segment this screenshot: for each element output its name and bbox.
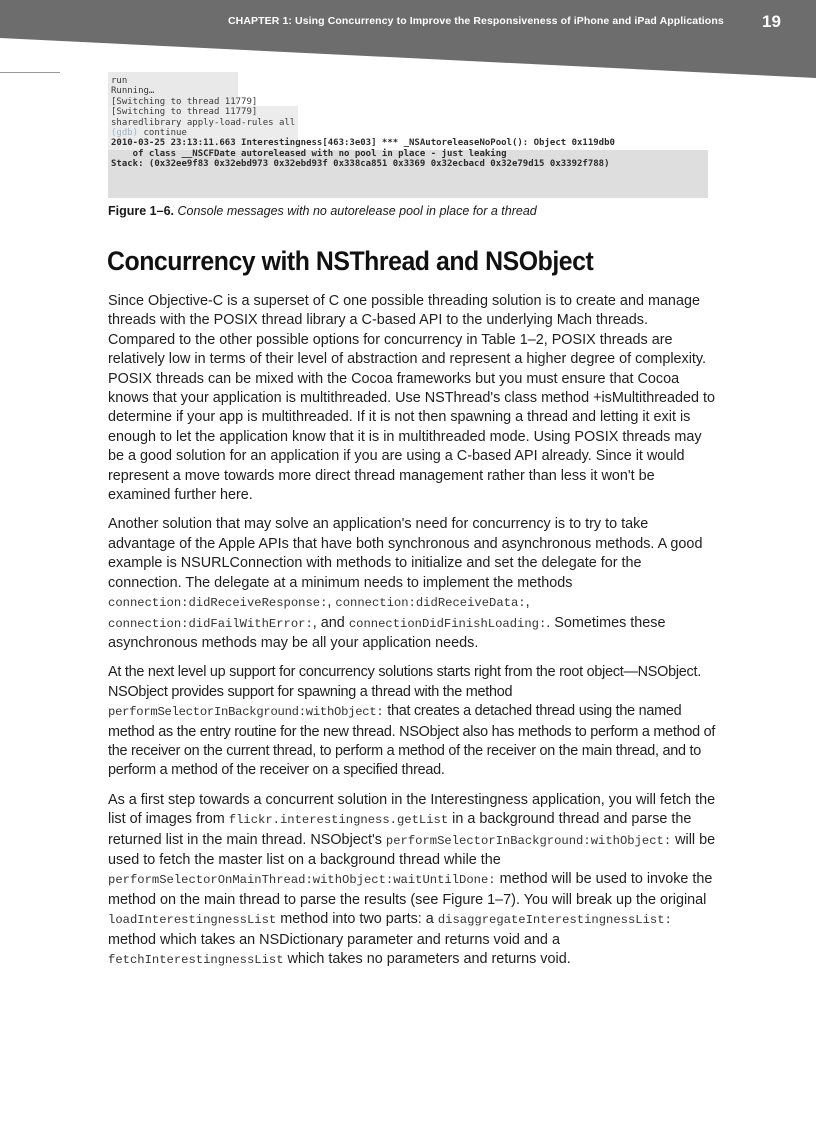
paragraph-text: Another solution that may solve an application's need for concurrency is to try to take advantage of the Apple APIs that have both synchronous and asynchronous methods. A good example is NSURLConnection with methods to initialize and set the delegate for the connection. The delegate at a minimum needs to implement the methods (108, 516, 703, 591)
body-text (108, 292, 718, 980)
inline-code: fetchInterestingnessList (108, 953, 284, 967)
paragraph-text: , (525, 594, 530, 611)
paragraph-4 (108, 791, 718, 971)
paragraph-text: method will be used to invoke the method on the main thread to parse the results (see Figure 1–7). You will break up the original (108, 871, 713, 908)
decorative-rule (0, 72, 60, 73)
paragraph-text: in a background thread and parse the returned list in the main thread. NSObject's (108, 811, 692, 848)
figure-caption (108, 204, 537, 218)
page-number: 19 (762, 12, 781, 31)
figure-caption-text: Console messages with no autorelease pool in place for a thread (177, 204, 537, 218)
console-line: [Switching to thread 11779] (111, 107, 258, 118)
console-line: sharedlibrary apply-load-rules all (111, 117, 296, 128)
console-line: Running… (111, 86, 155, 97)
console-line: of class __NSCFDate autoreleased with no pool in place - just leaking (111, 148, 507, 159)
paragraph-text: At the next level up support for concurrency solutions starts right from the root object—NSObject. NSObject provides support for spawning a thread with the method (108, 664, 701, 700)
console-screenshot (108, 72, 708, 198)
inline-code: flickr.interestingness.getList (228, 813, 449, 828)
paragraph-text: . Sometimes these asynchronous methods may be all your application needs. (108, 614, 666, 651)
inline-code: disaggregateInterestingnessList: (437, 913, 672, 928)
section-title: Concurrency with NSThread and NSObject (107, 246, 594, 276)
console-line: Stack: (0x32ee9f83 0x32ebd973 0x32ebd93f 0x338ca851 0x3369 0x32ecbacd 0x32e79d15 0x3392f788) (111, 159, 610, 170)
inline-code: performSelectorInBackground:withObject: (108, 705, 384, 720)
paragraph-2 (108, 515, 718, 653)
inline-code: connectionDidFinishLoading: (348, 616, 547, 631)
paragraph-3 (108, 663, 718, 780)
console-line: run (111, 76, 128, 86)
paragraph-text: As a first step towards a concurrent solution in the Interestingness application, you will fetch the list of images from (108, 791, 716, 828)
paragraph-text: that creates a detached thread using the named method as the entry routine for the new thread. NSObject also has methods to perform a method of the receiver on the current thread, to perform a method of the receiver on the main thread, and to perform a method of the receiver on a specified thread. (108, 703, 716, 779)
inline-code: performSelectorInBackground:withObject: (385, 833, 672, 848)
paragraph-text: which takes no parameters and returns void. (283, 951, 571, 967)
paragraph-text: method which takes an NSDictionary parameter and returns void and a (108, 931, 560, 948)
inline-code: connection:didReceiveResponse: (108, 596, 328, 611)
inline-code: performSelectorOnMainThread:withObject:waitUntilDone: (108, 873, 496, 888)
console-line: [Switching to thread 11779] (111, 96, 258, 107)
gdb-prompt: (gdb) (111, 128, 139, 139)
paragraph-1: Since Objective-C is a superset of C one possible threading solution is to create and manage threads with the POSIX thread library a C-based API to the underlying Mach threads. Compared to the other possible options for concurrency in Table 1–2, POSIX threads are relatively low in terms of their level of abstraction and represent a higher degree of complexity. POSIX threads can be mixed with the Cocoa frameworks but you must ensure that Cocoa knows that your application is multithreaded. Use NSThread's class method +isMultithreaded to determine if your app is multithreaded. If it is not then spawning a thread and letting it exit is enough to let the application know that it is in multithreaded mode. Using POSIX threads may be a good solution for an application if you are using a C-based API already. Since it would represent a move towards more direct thread management rather than less it won't be examined further here. (108, 293, 716, 504)
paragraph-text: method into two parts: a (276, 911, 438, 928)
console-line: 2010-03-25 23:13:11.663 Interestingness[463:3e03] *** _NSAutoreleaseNoPool(): Object 0x119db0 (111, 138, 615, 149)
paragraph-text: , (327, 594, 336, 611)
chapter-title: CHAPTER 1: Using Concurrency to Improve the Responsiveness of iPhone and iPad Applications (228, 15, 724, 27)
console-lines (111, 76, 615, 170)
console-line-gdb (111, 128, 615, 138)
console-command: continue (143, 128, 187, 139)
chapter-header-band (0, 0, 816, 78)
inline-code: loadInterestingnessList (108, 913, 277, 928)
figure-label: Figure 1–6. (108, 204, 174, 218)
inline-code: connection:didFailWithError: (108, 616, 313, 631)
inline-code: connection:didReceiveData: (335, 596, 526, 611)
paragraph-text: , and (312, 614, 349, 631)
header-band-shape (0, 0, 816, 78)
paragraph-text: will be used to fetch the master list on a background thread while the (108, 831, 716, 868)
